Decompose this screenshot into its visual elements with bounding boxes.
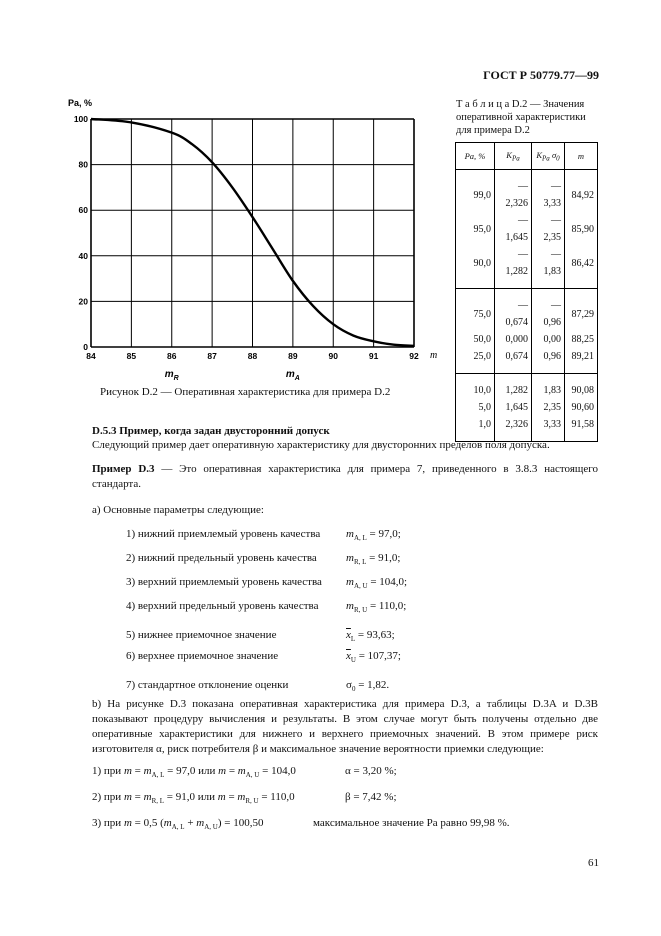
y-tick-label: 40 bbox=[78, 250, 88, 261]
param-item-1: 1) нижний приемлемый уровень качества bbox=[126, 528, 321, 540]
table-row bbox=[456, 246, 598, 280]
param-value-7: $\sigma_0 = 1,82$. bbox=[346, 679, 390, 694]
oc-chart bbox=[68, 96, 438, 396]
x-marker-label: $m_R$ bbox=[164, 369, 179, 382]
table-cell: 90,60 bbox=[565, 399, 598, 416]
table-cell: 1,645 bbox=[495, 399, 532, 416]
table-row bbox=[456, 416, 598, 433]
param-value-2: $m_{R, L} = 91,0$; bbox=[346, 552, 401, 567]
table-row bbox=[456, 382, 598, 399]
x-tick-label: 84 bbox=[86, 351, 96, 361]
param-item-6: 6) верхнее приемочное значение bbox=[126, 650, 279, 662]
table-row bbox=[456, 212, 598, 246]
table-row bbox=[456, 178, 598, 212]
result-2: β = 7,42 %; bbox=[345, 791, 397, 803]
table-cell: —2,326 bbox=[495, 178, 532, 212]
col-header-kpa-sigma: $K_{Pa}$ $\sigma_0$ bbox=[532, 143, 565, 170]
table-caption-line-1: Т а б л и ц а D.2 — Значения bbox=[456, 99, 585, 110]
param-item-2: 2) нижний предельный уровень качества bbox=[126, 552, 317, 564]
result-3: максимальное значение Pa равно 99,98 %. bbox=[313, 817, 510, 829]
table-cell: —1,83 bbox=[532, 246, 565, 280]
table-spacer-row bbox=[456, 374, 598, 383]
table-row bbox=[456, 348, 598, 365]
table-cell: 2,326 bbox=[495, 416, 532, 433]
condition-1: 1) при $m = m_{A, L} = 97,0$ или $m = m_{A, U} = 104,0$ bbox=[92, 765, 296, 780]
example-label: Пример D.3 bbox=[92, 463, 155, 475]
table-cell: 89,21 bbox=[565, 348, 598, 365]
table-cell: 25,0 bbox=[456, 348, 495, 365]
table-cell: 87,29 bbox=[565, 297, 598, 331]
table-cell: 2,35 bbox=[532, 399, 565, 416]
y-tick-label: 60 bbox=[78, 205, 88, 216]
data-table bbox=[455, 142, 598, 442]
paragraph-b: b) На рисунке D.3 показана оперативная характеристика для примера D.3, а таблицы D.3A и D.3B показывают процедуру вычисления и результаты. В этом случае могут быть получены отдельно две оперативные характеристики для нижнего и верхнего приемочных значений. В этом примере риск изготовителя α, риск потребителя β и максимальное значение вероятности приемки следующие: bbox=[92, 698, 598, 755]
paragraph-1: Следующий пример дает оперативную характеристику для двусторонних пределов поля допуска. bbox=[92, 439, 550, 451]
table-cell: 91,58 bbox=[565, 416, 598, 433]
x-tick-label: 87 bbox=[207, 351, 217, 361]
table-row bbox=[456, 297, 598, 331]
col-header-m: m bbox=[565, 143, 598, 170]
param-value-1: $m_{A, L} = 97,0$; bbox=[346, 528, 401, 543]
x-axis-label: m bbox=[430, 350, 438, 361]
table-cell: 86,42 bbox=[565, 246, 598, 280]
table-cell: —1,282 bbox=[495, 246, 532, 280]
example-text: — Это оперативная характеристика для примера 7, приведенного в 3.8.3 настоящего стандарта. bbox=[92, 463, 598, 490]
col-header-pa: Pa, % bbox=[456, 143, 495, 170]
table-cell: 0,96 bbox=[532, 348, 565, 365]
param-item-7: 7) стандартное отклонение оценки bbox=[126, 679, 289, 691]
y-tick-label: 80 bbox=[78, 159, 88, 170]
table-row bbox=[456, 399, 598, 416]
table-cell: 90,0 bbox=[456, 246, 495, 280]
table-row bbox=[456, 331, 598, 348]
page-number: 61 bbox=[588, 857, 599, 869]
table-cell: —3,33 bbox=[532, 178, 565, 212]
table-cell: 50,0 bbox=[456, 331, 495, 348]
x-tick-label: 88 bbox=[247, 351, 258, 361]
x-tick-label: 91 bbox=[368, 351, 379, 361]
table-spacer-row bbox=[456, 170, 598, 179]
table-cell: —0,674 bbox=[495, 297, 532, 331]
condition-2: 2) при $m = m_{R, L} = 91,0$ или $m = m_{R, U} = 110,0$ bbox=[92, 791, 295, 806]
param-value-5: $\overline{x}_L = 93,63$; bbox=[346, 629, 395, 644]
param-item-3: 3) верхний приемлемый уровень качества bbox=[126, 576, 322, 588]
table-cell: 10,0 bbox=[456, 382, 495, 399]
table-cell: 90,08 bbox=[565, 382, 598, 399]
param-item-5: 5) нижнее приемочное значение bbox=[126, 629, 277, 641]
table-spacer-row bbox=[456, 280, 598, 289]
x-tick-label: 92 bbox=[409, 351, 419, 361]
standard-header: ГОСТ Р 50779.77—99 bbox=[483, 68, 599, 82]
x-tick-label: 89 bbox=[288, 351, 298, 361]
table-caption-line-2: оперативной характеристики bbox=[456, 112, 586, 123]
x-tick-label: 86 bbox=[167, 351, 177, 361]
param-intro: a) Основные параметры следующие: bbox=[92, 504, 264, 516]
table-cell: 85,90 bbox=[565, 212, 598, 246]
table-cell: 88,25 bbox=[565, 331, 598, 348]
y-tick-label: 0 bbox=[83, 342, 88, 352]
table-cell: 0,00 bbox=[532, 331, 565, 348]
x-marker-label: $m_A$ bbox=[285, 369, 300, 382]
table-header-row bbox=[456, 143, 598, 170]
table-spacer-row bbox=[456, 289, 598, 298]
table-cell: 95,0 bbox=[456, 212, 495, 246]
table-cell: —0,96 bbox=[532, 297, 565, 331]
figure-caption: Рисунок D.2 — Оперативная характеристика для примера D.2 bbox=[100, 386, 391, 398]
table-cell: 1,83 bbox=[532, 382, 565, 399]
table-cell: 1,0 bbox=[456, 416, 495, 433]
param-value-4: $m_{R, U} = 110,0$; bbox=[346, 600, 407, 615]
table-spacer-row bbox=[456, 365, 598, 374]
y-tick-label: 100 bbox=[73, 114, 88, 124]
col-header-kpa: $K_{Pa}$ bbox=[495, 143, 532, 170]
table-cell: 84,92 bbox=[565, 178, 598, 212]
param-item-4: 4) верхний предельный уровень качества bbox=[126, 600, 319, 612]
table-cell: 0,000 bbox=[495, 331, 532, 348]
section-title: D.5.3 Пример, когда задан двусторонний допуск bbox=[92, 425, 330, 437]
table-caption bbox=[456, 98, 606, 137]
table-cell: 5,0 bbox=[456, 399, 495, 416]
table-cell: 0,674 bbox=[495, 348, 532, 365]
table-cell: 75,0 bbox=[456, 297, 495, 331]
table-cell: 1,282 bbox=[495, 382, 532, 399]
table-cell: 3,33 bbox=[532, 416, 565, 433]
param-value-6: $\overline{x}_U = 107,37$; bbox=[346, 650, 401, 665]
y-axis-label: Pa, % bbox=[68, 98, 93, 108]
param-value-3: $m_{A, U} = 104,0$; bbox=[346, 576, 408, 591]
table-cell: 99,0 bbox=[456, 178, 495, 212]
x-tick-label: 90 bbox=[328, 351, 338, 361]
result-1: α = 3,20 %; bbox=[345, 765, 397, 777]
paragraph-2 bbox=[92, 462, 598, 492]
table-cell: —1,645 bbox=[495, 212, 532, 246]
table-cell: —2,35 bbox=[532, 212, 565, 246]
condition-3: 3) при m = 0,5 $(m_{A, L} + m_{A, U}) = 100,50$ bbox=[92, 817, 264, 832]
table-caption-line-3: для примера D.2 bbox=[456, 125, 530, 136]
y-tick-label: 20 bbox=[78, 296, 88, 307]
x-tick-label: 85 bbox=[126, 351, 137, 361]
